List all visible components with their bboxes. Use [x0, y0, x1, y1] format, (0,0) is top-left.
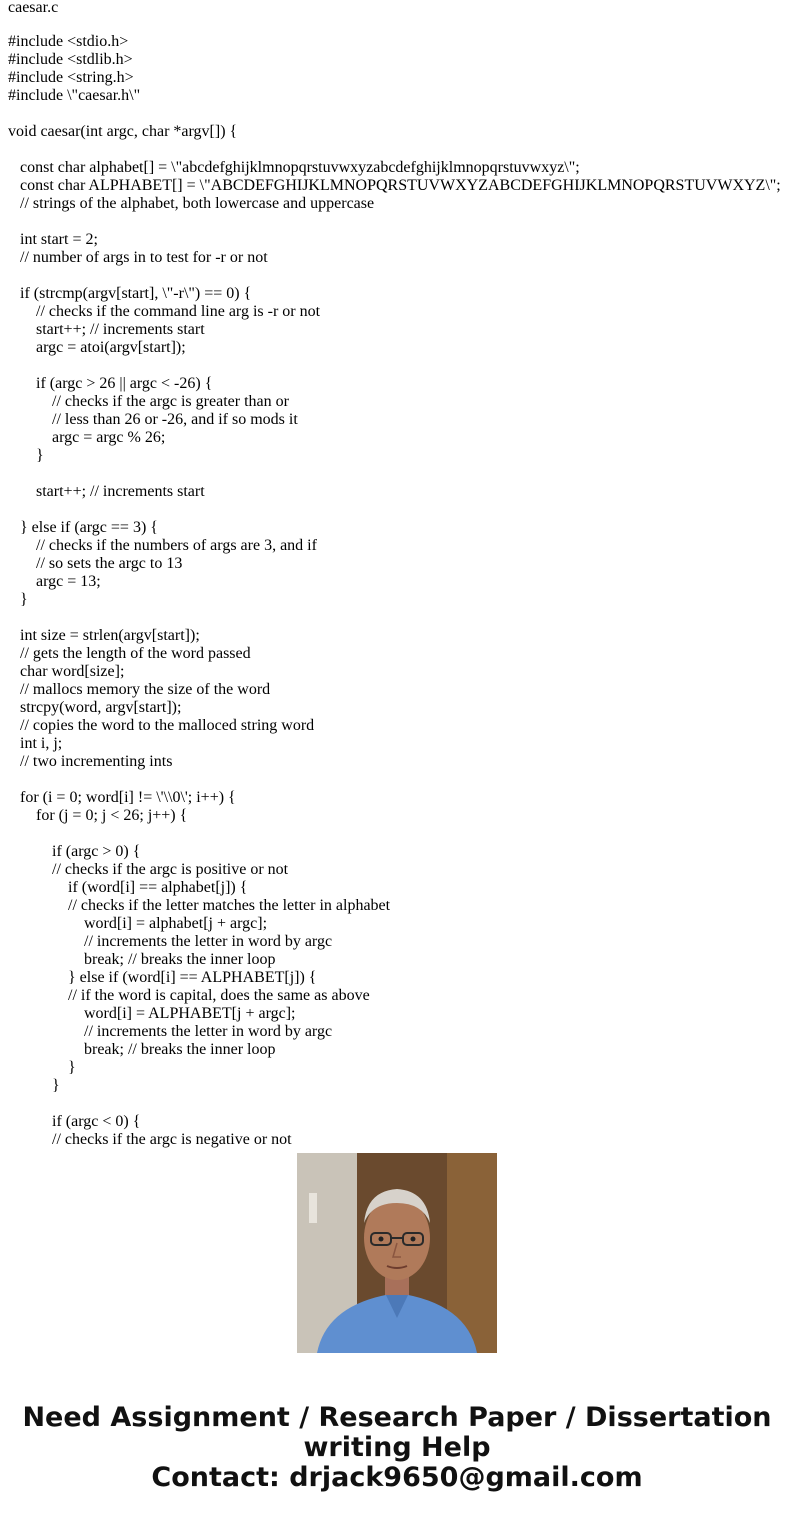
- code-line: [8, 609, 781, 627]
- code-line: // mallocs memory the size of the word: [8, 681, 271, 698]
- file-title: caesar.c: [8, 0, 59, 16]
- code-line: #include <string.h>: [8, 69, 134, 86]
- code-line: char word[size];: [8, 663, 125, 680]
- code-line: // checks if the argc is negative or not: [8, 1131, 292, 1148]
- code-line: [8, 825, 781, 843]
- code-line: [8, 357, 781, 375]
- code-line: } else if (argc == 3) {: [8, 519, 158, 536]
- code-line: // increments the letter in word by argc: [8, 933, 333, 950]
- code-line: // less than 26 or -26, and if so mods it: [8, 411, 298, 428]
- code-line: // number of args in to test for -r or not: [8, 249, 268, 266]
- code-line: if (argc > 26 || argc < -26) {: [8, 375, 213, 392]
- code-line: const char alphabet[] = \"abcdefghijklmnopqrstuvwxyzabcdefghijklmnopqrstuvwxyz\";: [8, 159, 580, 176]
- code-line: for (i = 0; word[i] != \'\\0\'; i++) {: [8, 789, 236, 806]
- code-line: // checks if the letter matches the letter in alphabet: [8, 897, 391, 914]
- code-line: } else if (word[i] == ALPHABET[j]) {: [8, 969, 317, 986]
- code-line: [8, 465, 781, 483]
- code-line: // so sets the argc to 13: [8, 555, 183, 572]
- code-line: [8, 1095, 781, 1113]
- code-line: #include <stdio.h>: [8, 33, 129, 50]
- promo-line-3: Contact: drjack9650@gmail.com: [151, 1462, 643, 1493]
- code-line: #include \"caesar.h\": [8, 87, 141, 104]
- code-line: // if the word is capital, does the same as above: [8, 987, 370, 1004]
- promo-banner: [0, 1403, 794, 1493]
- code-line: }: [8, 591, 28, 608]
- code-line: int start = 2;: [8, 231, 98, 248]
- code-line: if (argc < 0) {: [8, 1113, 141, 1130]
- code-line: [8, 213, 781, 231]
- code-line: [8, 141, 781, 159]
- code-line: [8, 267, 781, 285]
- author-photo: [297, 1153, 497, 1353]
- promo-line-1: Need Assignment / Research Paper / Dissertation: [22, 1402, 772, 1433]
- code-line: argc = atoi(argv[start]);: [8, 339, 186, 356]
- code-line: if (word[i] == alphabet[j]) {: [8, 879, 248, 896]
- code-line: [8, 105, 781, 123]
- code-line: argc = argc % 26;: [8, 429, 166, 446]
- code-line: word[i] = ALPHABET[j + argc];: [8, 1005, 296, 1022]
- code-line: // increments the letter in word by argc: [8, 1023, 333, 1040]
- code-line: // checks if the argc is positive or not: [8, 861, 289, 878]
- code-line: start++; // increments start: [8, 483, 205, 500]
- code-line: if (strcmp(argv[start], \"-r\") == 0) {: [8, 285, 252, 302]
- code-line: // checks if the command line arg is -r or not: [8, 303, 321, 320]
- code-line: for (j = 0; j < 26; j++) {: [8, 807, 188, 824]
- code-line: void caesar(int argc, char *argv[]) {: [8, 123, 238, 140]
- code-line: int size = strlen(argv[start]);: [8, 627, 200, 644]
- code-line: word[i] = alphabet[j + argc];: [8, 915, 268, 932]
- code-line: // copies the word to the malloced string word: [8, 717, 315, 734]
- code-line: // checks if the argc is greater than or: [8, 393, 289, 410]
- code-line: #include <stdlib.h>: [8, 51, 133, 68]
- promo-line-2: writing Help: [303, 1432, 491, 1463]
- code-line: // two incrementing ints: [8, 753, 173, 770]
- code-line: const char ALPHABET[] = \"ABCDEFGHIJKLMNOPQRSTUVWXYZABCDEFGHIJKLMNOPQRSTUVWXYZ\";: [8, 177, 781, 194]
- code-line: start++; // increments start: [8, 321, 205, 338]
- code-line: }: [8, 1077, 60, 1094]
- code-line: [8, 771, 781, 789]
- code-line: }: [8, 1059, 76, 1076]
- code-line: // checks if the numbers of args are 3, and if: [8, 537, 317, 554]
- code-line: if (argc > 0) {: [8, 843, 141, 860]
- code-line: [8, 501, 781, 519]
- code-block: [8, 33, 781, 1149]
- code-line: argc = 13;: [8, 573, 101, 590]
- code-line: strcpy(word, argv[start]);: [8, 699, 182, 716]
- code-line: // strings of the alphabet, both lowercase and uppercase: [8, 195, 375, 212]
- code-line: break; // breaks the inner loop: [8, 1041, 276, 1058]
- code-line: }: [8, 447, 44, 464]
- code-line: // gets the length of the word passed: [8, 645, 251, 662]
- code-line: break; // breaks the inner loop: [8, 951, 276, 968]
- code-line: int i, j;: [8, 735, 63, 752]
